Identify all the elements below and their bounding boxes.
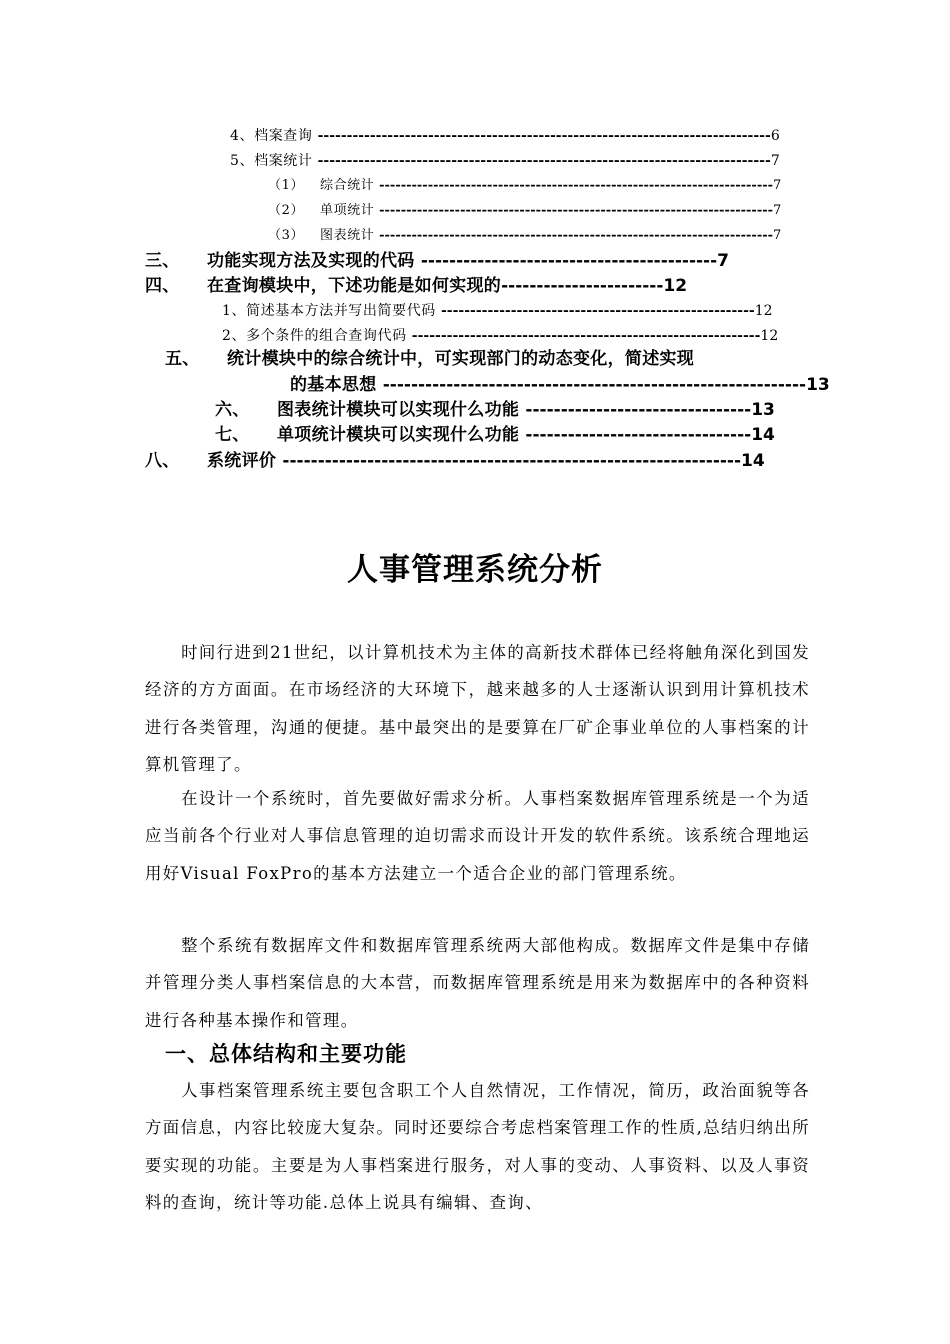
- toc-page-number: 7: [773, 228, 782, 243]
- toc-entry-label: 2、多个条件的组合查询代码: [222, 328, 407, 344]
- toc-leader-dots: ------------------------------------------: [420, 251, 718, 271]
- toc-page-number: 6: [770, 128, 780, 144]
- toc-leader-dots: -------------------------------------------------------------------------: [379, 228, 774, 243]
- body-paragraph: 在设计一个系统时，首先要做好需求分析。人事档案数据库管理系统是一个为适应当前各个行业对人事信息管理的迫切需求而设计开发的软件系统。该系统合理地运用好Visual FoxPro的基本方法建立一个适合企业的部门管理系统。: [145, 789, 810, 883]
- toc-page-number: 14: [741, 451, 765, 471]
- toc-entry: [222, 301, 810, 321]
- toc-leader-dots: ------------------------------------------------------------------------------: [317, 128, 771, 144]
- toc-entry-label: 的基本思想: [290, 375, 377, 395]
- toc-leader-dots: -----------------------: [501, 276, 664, 296]
- toc-chapter-entry: [145, 251, 745, 271]
- toc-entry-label: 单项统计模块可以实现什么功能: [277, 425, 520, 445]
- toc-chapter-entry: [165, 349, 815, 369]
- toc-leader-dots: -----------------------------------------------------------------: [282, 451, 742, 471]
- toc-page-number: 14: [751, 425, 775, 445]
- toc-entry-label: 统计模块中的综合统计中，可实现部门的动态变化，简述实现: [227, 349, 695, 369]
- body-paragraph: 时间行进到21世纪，以计算机技术为主体的高新技术群体已经将触角深化到国发经济的方方面面。在市场经济的大环境下，越来越多的人士逐渐认识到用计算机技术进行各类管理，沟通的便捷。基中最突出的是要算在厂矿企事业单位的人事档案的计算机管理了。: [145, 643, 810, 775]
- toc-entry-number: 八、: [145, 451, 180, 471]
- toc-entry-number: 五、: [165, 349, 200, 369]
- toc-page-number: 7: [717, 251, 730, 271]
- toc-leader-dots: --------------------------------: [525, 400, 752, 420]
- toc-entry-label: 功能实现方法及实现的代码: [207, 251, 415, 271]
- toc-chapter-entry: [145, 451, 765, 471]
- toc-entry-label: 图表统计: [320, 228, 375, 243]
- toc-entry-label: 图表统计模块可以实现什么功能: [277, 400, 520, 420]
- toc-page-number: 13: [751, 400, 775, 420]
- toc-chapter-entry: [145, 276, 745, 296]
- toc-leader-dots: ------------------------------------------------------------------------------: [317, 153, 771, 169]
- toc-leader-dots: ------------------------------------------------------: [440, 303, 755, 319]
- toc-entry-number: 七、: [215, 425, 250, 445]
- section-heading: 一、总体结构和主要功能: [165, 1042, 407, 1066]
- toc-chapter-entry: [215, 425, 810, 445]
- toc-page-number: 7: [773, 203, 782, 218]
- toc-entry-label: 1、简述基本方法并写出简要代码: [222, 303, 436, 319]
- toc-entry: [230, 151, 810, 171]
- toc-chapter-entry-continued: [290, 375, 830, 395]
- toc-entry: [222, 326, 810, 346]
- toc-entry: [268, 226, 810, 246]
- toc-page-number: 12: [663, 276, 688, 296]
- toc-entry: [268, 201, 810, 221]
- toc-entry-label: 综合统计: [320, 178, 375, 193]
- toc-leader-dots: -------------------------------------------------------------------------: [379, 203, 774, 218]
- toc-entry: [230, 126, 810, 146]
- document-title: 人事管理系统分析: [347, 552, 603, 588]
- toc-page-number: 12: [760, 328, 779, 344]
- toc-entry-number: （2）: [268, 203, 305, 218]
- toc-page-number: 7: [773, 178, 782, 193]
- toc-leader-dots: --------------------------------: [525, 425, 752, 445]
- body-paragraph: 人事档案管理系统主要包含职工个人自然情况，工作情况，简历，政治面貌等各方面信息，内容比较庞大复杂。同时还要综合考虑档案管理工作的性质,总结归纳出所要实现的功能。主要是为人事档案进行服务，对人事的变动、人事资料、以及人事资料的查询，统计等功能.总体上说具有编辑、查询、: [145, 1081, 810, 1213]
- toc-leader-dots: -------------------------------------------------------------------------: [379, 178, 774, 193]
- toc-entry-label: 单项统计: [320, 203, 375, 218]
- toc-page-number: 12: [754, 303, 773, 319]
- toc-leader-dots: ------------------------------------------------------------: [382, 375, 807, 395]
- toc-entry: [268, 176, 810, 196]
- toc-entry-number: （3）: [268, 228, 305, 243]
- toc-page-number: 7: [770, 153, 780, 169]
- toc-entry-label: 在查询模块中，下述功能是如何实现的: [207, 276, 502, 296]
- toc-entry-label: 4、档案查询: [230, 128, 313, 144]
- toc-entry-label: 5、档案统计: [230, 153, 313, 169]
- toc-chapter-entry: [215, 400, 810, 420]
- toc-entry-number: （1）: [268, 178, 305, 193]
- toc-entry-number: 四、: [145, 276, 180, 296]
- toc-entry-number: 三、: [145, 251, 180, 271]
- toc-page-number: 13: [806, 375, 830, 395]
- toc-leader-dots: ------------------------------------------------------------: [411, 328, 761, 344]
- toc-entry-label: 系统评价: [207, 451, 277, 471]
- body-paragraph: 整个系统有数据库文件和数据库管理系统两大部他构成。数据库文件是集中存储并管理分类人事档案信息的大本营，而数据库管理系统是用来为数据库中的各种资料进行各种基本操作和管理。: [145, 936, 810, 1030]
- toc-entry-number: 六、: [215, 400, 250, 420]
